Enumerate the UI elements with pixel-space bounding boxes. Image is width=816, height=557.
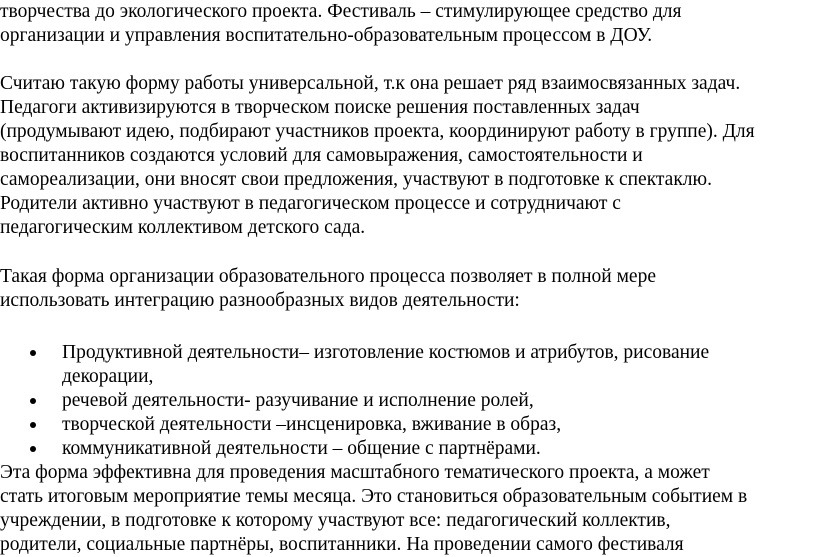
paragraph-2-line-6: Родители активно участвуют в педагогическом процессе и сотрудничают с xyxy=(0,193,621,214)
paragraph-1-line-1: творчества до экологического проекта. Фестиваль – стимулирующее средство для xyxy=(0,1,682,22)
list-item: коммуникативной деятельности – общение с партнёрами. xyxy=(62,438,541,459)
list-item: творческой деятельности –инсценировка, вживание в образ, xyxy=(62,414,562,435)
paragraph-2-line-5: самореализации, они вносят свои предложения, участвуют в подготовке к спектаклю. xyxy=(0,169,712,190)
paragraph-2-line-7: педагогическим коллективом детского сада. xyxy=(0,217,366,238)
paragraph-2-line-4: воспитанников создаются условий для самовыражения, самостоятельности и xyxy=(0,145,643,166)
list-item: речевой деятельности- разучивание и исполнение ролей, xyxy=(62,390,534,411)
paragraph-3-line-1: Такая форма организации образовательного процесса позволяет в полной мере xyxy=(0,266,656,287)
paragraph-2-line-3: (продумывают идею, подбирают участников проекта, координируют работу в группе). Для xyxy=(0,121,755,142)
paragraph-2-line-1: Считаю такую форму работы универсальной, т.к она решает ряд взаимосвязанных задач. xyxy=(0,73,741,94)
paragraph-2-line-2: Педагоги активизируются в творческом поиске решения поставленных задач xyxy=(0,97,640,118)
paragraph-4-line-4: родители, социальные партнёры, воспитанники. На проведении самого фестиваля xyxy=(0,534,684,555)
bullet-dot xyxy=(30,398,36,404)
bullet-dot xyxy=(30,446,36,452)
paragraph-4-line-1: Эта форма эффективна для проведения масштабного тематического проекта, а может xyxy=(0,462,710,483)
bullet-dot xyxy=(30,422,36,428)
list-item: Продуктивной деятельности– изготовление костюмов и атрибутов, рисование xyxy=(62,342,710,363)
bullet-dot xyxy=(30,350,36,356)
paragraph-4-line-2: стать итоговым мероприятие темы месяца. Это становиться образовательным событием в xyxy=(0,486,748,507)
paragraph-1-line-2: организации и управления воспитательно-образовательным процессом в ДОУ. xyxy=(0,25,653,46)
paragraph-3-line-2: использовать интеграцию разнообразных видов деятельности: xyxy=(0,290,520,311)
list-item-continuation: декорации, xyxy=(62,366,154,387)
paragraph-4-line-3: учреждении, в подготовке к которому участвуют все: педагогический коллектив, xyxy=(0,510,671,531)
